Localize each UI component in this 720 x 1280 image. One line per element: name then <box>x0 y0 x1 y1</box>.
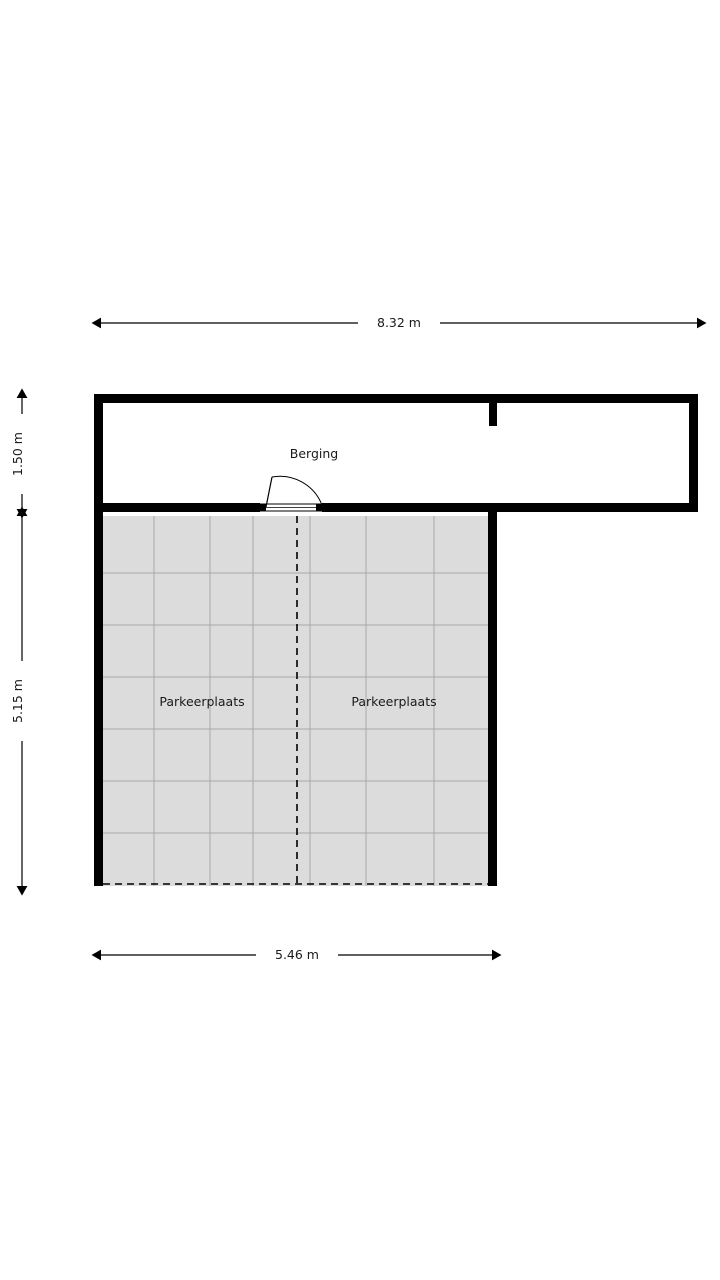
room-label-berging: Berging <box>289 446 339 461</box>
dimension-left-upper-height <box>10 398 31 509</box>
dimension-top-width <box>101 314 697 332</box>
room-label-parkeerplaats-left: Parkeerplaats <box>159 694 245 709</box>
dimension-bottom-width <box>101 946 492 964</box>
dimension-label-bottom-width: 5.46 m <box>275 947 319 962</box>
dimension-label-left-upper-height: 1.50 m <box>10 432 25 476</box>
dimension-label-top-width: 8.32 m <box>377 315 421 330</box>
dimension-label-left-lower-height: 5.15 m <box>10 679 25 723</box>
room-label-parkeerplaats-right: Parkeerplaats <box>351 694 437 709</box>
dimension-left-lower-height <box>10 516 31 886</box>
door-berging <box>260 476 322 511</box>
